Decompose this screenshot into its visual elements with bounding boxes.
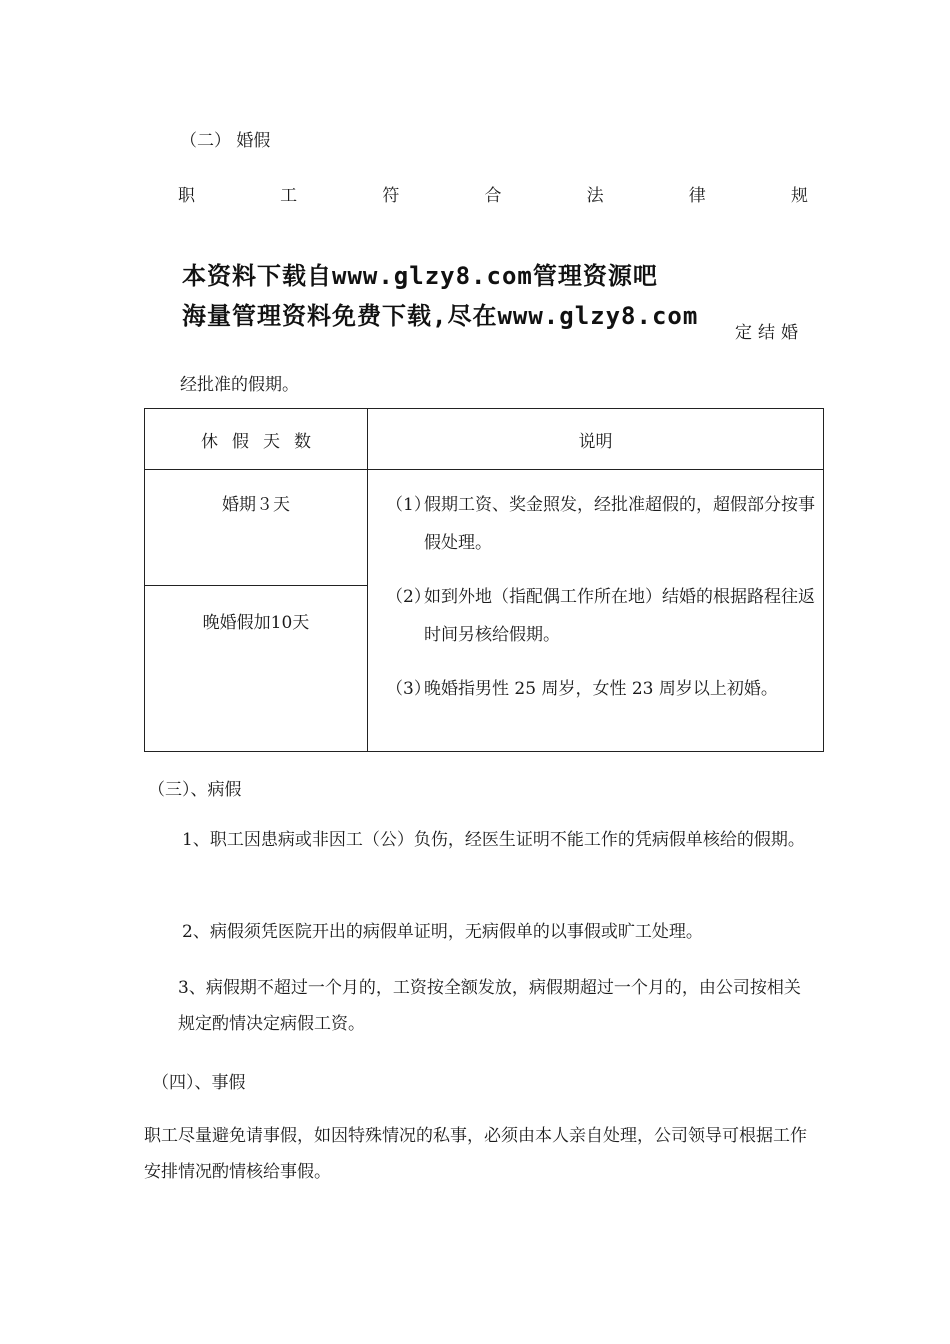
personal-leave-text: 职工尽量避免请事假，如因特殊情况的私事，必须由本人亲自处理，公司领导可根据工作安排情况酌情核给事假。: [144, 1126, 807, 1182]
marriage-leave-heading: （二） 婚假: [180, 131, 271, 151]
sick-item-3: 3、病假期不超过一个月的，工资按全额发放，病假期超过一个月的，由公司按相关规定酌情决定病假工资。: [178, 978, 801, 1034]
intro-char: 合: [484, 186, 502, 206]
watermark-line-2: 海量管理资料免费下载,尽在www.glzy8.com: [182, 302, 699, 330]
row2-label: 晚婚假加10天: [202, 613, 310, 633]
marriage-intro-end: 经批准的假期。: [180, 375, 299, 395]
intro-char: 法: [586, 186, 604, 206]
personal-leave-heading: （四）、事假: [152, 1073, 246, 1093]
note-text: 如到外地（指配偶工作所在地）结婚的根据路程往返时间另核给假期。: [424, 587, 815, 645]
note-item: [368, 486, 823, 562]
row1-label: 婚期３天: [222, 495, 290, 515]
sick-leave-heading: （三）、病假: [148, 780, 242, 800]
note-item: [368, 670, 823, 708]
table-row: [145, 470, 824, 586]
row2-leave-days: [145, 586, 368, 752]
sick-item-1: 1、职工因患病或非因工（公）负伤，经医生证明不能工作的凭病假单核给的假期。: [182, 830, 805, 850]
note-item: [368, 578, 823, 654]
intro-char: 律: [688, 186, 706, 206]
marriage-leave-table: [144, 408, 824, 752]
intro-char: 职: [178, 186, 195, 206]
marriage-intro-tail: 定结婚: [735, 323, 804, 343]
note-number: （1）: [386, 495, 431, 515]
intro-char: 工: [280, 186, 298, 206]
note-number: （3）: [386, 679, 431, 699]
marriage-intro-spread: [178, 181, 808, 206]
intro-char: 规: [790, 186, 808, 206]
row1-leave-days: [145, 470, 368, 586]
watermark-line-1: 本资料下载自www.glzy8.com管理资源吧: [182, 262, 658, 290]
notes-cell: [368, 470, 824, 752]
header-description: 说明: [368, 409, 824, 470]
note-text: 晚婚指男性 25 周岁，女性 23 周岁以上初婚。: [424, 679, 778, 699]
sick-item-2: 2、病假须凭医院开出的病假单证明，无病假单的以事假或旷工处理。: [182, 922, 703, 942]
note-text: 假期工资、奖金照发，经批准超假的，超假部分按事假处理。: [424, 495, 815, 553]
header-leave-days: 休假天数: [145, 409, 368, 470]
intro-char: 符: [382, 186, 400, 206]
note-number: （2）: [386, 587, 431, 607]
table-header-row: [145, 409, 824, 470]
